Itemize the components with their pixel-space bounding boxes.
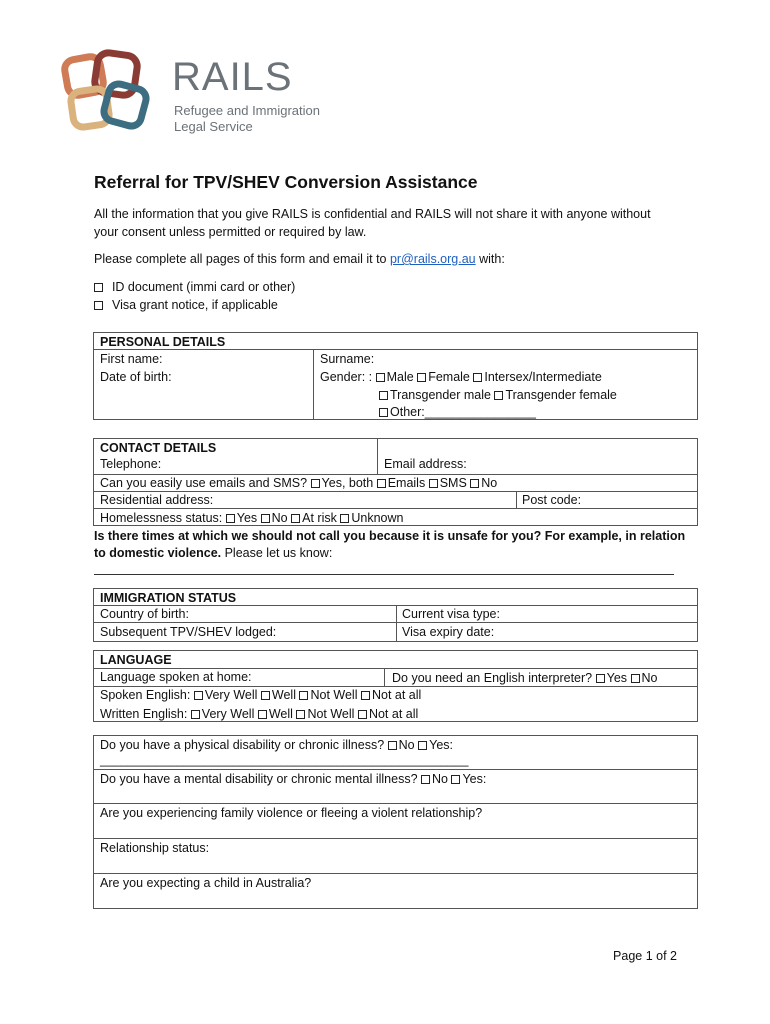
checkbox[interactable]	[261, 691, 270, 700]
address-field[interactable]: Residential address:	[100, 493, 214, 507]
attachment-item: ID document (immi card or other)	[94, 278, 694, 296]
checkbox[interactable]	[311, 479, 320, 488]
first-name-field[interactable]: First name:	[100, 352, 163, 366]
checkbox[interactable]	[291, 514, 300, 523]
spoken-english: Spoken English: Very Well Well Not Well Not at all	[100, 688, 422, 702]
email-sms-question: Can you easily use emails and SMS? Yes, both Emails SMS No	[100, 476, 498, 490]
divider	[396, 605, 397, 642]
checkbox[interactable]	[361, 691, 370, 700]
page-number: Page 1 of 2	[613, 949, 677, 963]
checkbox[interactable]	[94, 283, 103, 292]
home-language-field[interactable]: Language spoken at home:	[100, 670, 252, 684]
rails-logo	[60, 48, 160, 138]
gender-field: Gender: : Male Female Intersex/Intermediate	[320, 370, 602, 384]
checkbox[interactable]	[631, 674, 640, 683]
checkbox[interactable]	[226, 514, 235, 523]
personal-heading: PERSONAL DETAILS	[100, 335, 226, 349]
country-field[interactable]: Country of birth:	[100, 607, 189, 621]
brand-name: RAILS	[172, 55, 293, 99]
gender-other: Other:________________	[379, 404, 536, 420]
lodged-field[interactable]: Subsequent TPV/SHEV lodged:	[100, 625, 277, 639]
family-violence-question[interactable]: Are you experiencing family violence or fleeing a violent relationship?	[100, 806, 483, 820]
checkbox[interactable]	[377, 479, 386, 488]
divider	[93, 803, 698, 804]
checkbox[interactable]	[194, 691, 203, 700]
divider	[93, 769, 698, 770]
send-instructions: Please complete all pages of this form and email it to pr@rails.org.au with:	[94, 252, 505, 266]
checkbox[interactable]	[358, 710, 367, 719]
answer-line[interactable]	[94, 574, 674, 575]
language-heading: LANGUAGE	[100, 653, 172, 667]
mental-disability-question: Do you have a mental disability or chronic mental illness? No Yes:	[100, 772, 487, 786]
expiry-field[interactable]: Visa expiry date:	[402, 625, 495, 639]
relationship-status-field[interactable]: Relationship status:	[100, 841, 210, 855]
dob-field[interactable]: Date of birth:	[100, 370, 172, 384]
checkbox[interactable]	[379, 408, 388, 417]
checkbox[interactable]	[299, 691, 308, 700]
divider	[93, 873, 698, 874]
checkbox[interactable]	[417, 373, 426, 382]
visa-type-field[interactable]: Current visa type:	[402, 607, 500, 621]
divider	[313, 349, 314, 420]
unsafe-question-cont: to domestic violence. Please let us know:	[94, 546, 333, 560]
attachment-item: Visa grant notice, if applicable	[94, 296, 694, 314]
checkbox[interactable]	[94, 301, 103, 310]
form-title: Referral for TPV/SHEV Conversion Assistance	[94, 172, 478, 192]
divider	[93, 508, 698, 509]
telephone-field[interactable]: Telephone:	[100, 457, 162, 471]
email-link[interactable]: pr@rails.org.au	[389, 252, 476, 266]
homelessness-status: Homelessness status: Yes No At risk Unknown	[100, 511, 404, 525]
checkbox[interactable]	[296, 710, 305, 719]
gender-options-row2: Transgender male Transgender female	[379, 387, 617, 403]
written-english: Written English: Very Well Well Not Well Not at all	[100, 707, 419, 721]
checkbox[interactable]	[421, 775, 430, 784]
divider	[93, 838, 698, 839]
interpreter-question: Do you need an English interpreter? Yes No	[392, 671, 658, 685]
unsafe-question: Is there times at which we should not call you because it is unsafe for you? For example, in relation	[94, 529, 686, 543]
checkbox[interactable]	[451, 775, 460, 784]
checkbox[interactable]	[258, 710, 267, 719]
checkbox[interactable]	[340, 514, 349, 523]
divider	[384, 668, 385, 686]
physical-disability-question: Do you have a physical disability or chronic illness? No Yes:	[100, 738, 453, 752]
checkbox[interactable]	[418, 741, 427, 750]
checkbox[interactable]	[494, 391, 503, 400]
expecting-child-question[interactable]: Are you expecting a child in Australia?	[100, 876, 312, 890]
brand-subtitle: Refugee and Immigration Legal Service	[174, 103, 320, 134]
immigration-heading: IMMIGRATION STATUS	[100, 591, 237, 605]
postcode-field[interactable]: Post code:	[522, 493, 582, 507]
physical-answer-line[interactable]: _____________________________________________________	[100, 753, 469, 767]
contact-heading: CONTACT DETAILS	[100, 441, 217, 455]
checkbox[interactable]	[473, 373, 482, 382]
checkbox[interactable]	[429, 479, 438, 488]
checkbox[interactable]	[470, 479, 479, 488]
checkbox[interactable]	[596, 674, 605, 683]
email-field[interactable]: Email address:	[384, 457, 467, 471]
confidentiality-note: All the information that you give RAILS is confidential and RAILS will not share it with anyone without your consent unless permitted or required by law.	[94, 207, 651, 239]
checkbox[interactable]	[379, 391, 388, 400]
surname-field[interactable]: Surname:	[320, 352, 375, 366]
divider	[516, 491, 517, 508]
checkbox[interactable]	[376, 373, 385, 382]
checkbox[interactable]	[191, 710, 200, 719]
checkbox[interactable]	[388, 741, 397, 750]
divider	[377, 438, 378, 474]
checkbox[interactable]	[261, 514, 270, 523]
